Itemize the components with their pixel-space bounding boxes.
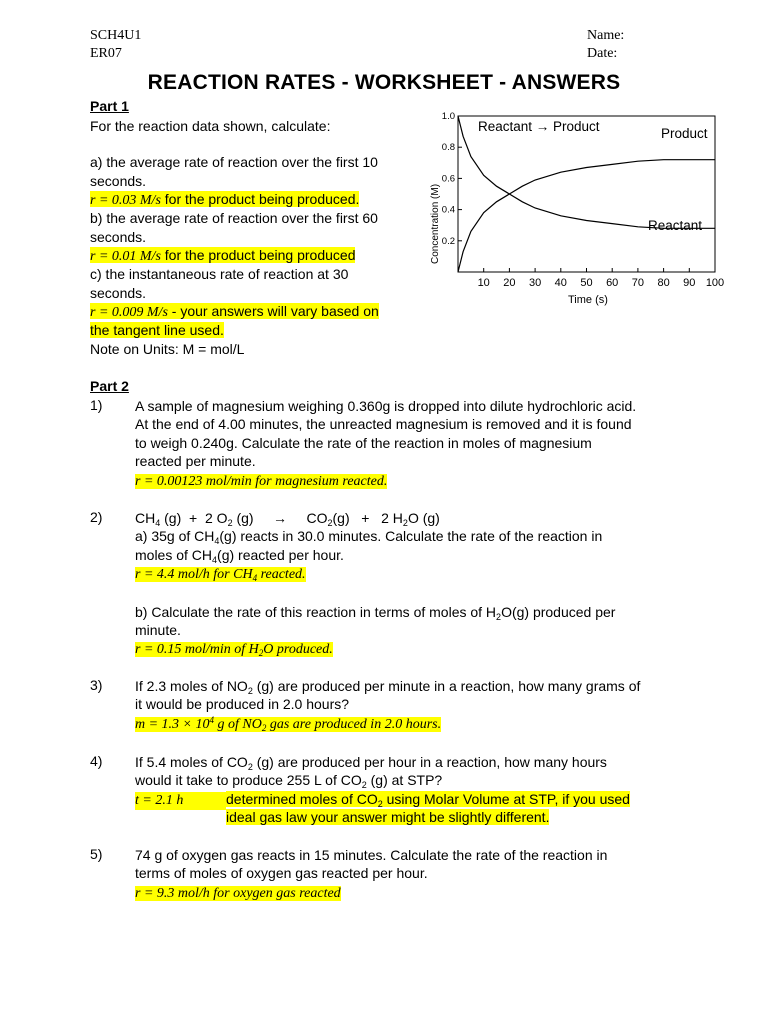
answer-c-value: r = 0.009 M/s [90, 305, 168, 320]
q2b-answer: r = 0.15 mol/min of $H_2O$ produced. [135, 642, 333, 659]
part1-heading: Part 1 [90, 98, 129, 114]
q5-text [135, 846, 695, 903]
answer-a-text: for the product being produced. [160, 191, 360, 207]
date-label: Date: [587, 46, 618, 61]
q5-line1: 74 g of oxygen gas reacts in 15 minutes. Calculate the rate of the reaction in [135, 847, 608, 863]
chart-title: Reactant → Product [478, 119, 600, 134]
answer-c-text: - your answers will vary based on [167, 303, 379, 319]
question-c-line2: seconds. [90, 285, 147, 301]
reaction-arrow: → [273, 510, 288, 526]
q5-number: 5) [90, 846, 103, 862]
part2-heading: Part 2 [90, 378, 129, 394]
answer-a [90, 190, 359, 211]
y-tick-label: 1.0 [441, 111, 455, 122]
q2-number: 2) [90, 509, 103, 525]
question-b-line1: b) the average rate of reaction over the first 60 [90, 210, 378, 226]
x-tick-label: 30 [528, 277, 542, 289]
q1-line: reacted per minute. [135, 453, 256, 470]
q2a-answer: r = 4.4 mol/h for $CH_4$ reacted. [135, 567, 306, 584]
q4-answer-row [135, 790, 226, 810]
q4-number: 4) [90, 753, 103, 769]
q3-number: 3) [90, 677, 103, 693]
question-b-line2: seconds. [90, 229, 147, 245]
q3-line2: it would be produced in 2.0 hours? [135, 696, 350, 713]
legend-product: Product [661, 126, 708, 141]
q5-line2: terms of moles of oxygen gas reacted per hour. [135, 865, 428, 882]
name-label: Name: [587, 28, 625, 43]
answer-c-line2 [90, 321, 224, 340]
q1-line: to weigh 0.240g. Calculate the rate of the reaction in moles of magnesium [135, 434, 592, 451]
q3-answer: $m = 1.3 \times 10^4$ g of $NO_2$ gas are produced in 2.0 hours. [135, 714, 442, 733]
q4-text [135, 753, 695, 790]
course-code: SCH4U1 [90, 28, 142, 43]
y-tick-label: 0.8 [441, 142, 455, 154]
page-title: REACTION RATES - WORKSHEET - ANSWERS [147, 71, 621, 94]
answer-c-line1 [90, 302, 379, 323]
q2-equation: $CH_4$ (g) + 2 $O_2$ (g) → $CO_2(g) + 2$ $H_2O$ (g) [135, 510, 440, 528]
x-tick-label: 50 [580, 277, 593, 289]
y-tick-label: 0.4 [441, 204, 455, 216]
y-tick-label: 0.6 [441, 173, 455, 185]
q4-line2: would it take to produce 255 L of $CO_2$ (g) at STP? [135, 772, 443, 791]
answer-b-value: r = 0.01 M/s [90, 249, 161, 264]
x-tick-label: 60 [606, 277, 619, 289]
answer-a-value: r = 0.03 M/s [90, 193, 161, 208]
q4-answer: t = 2.1 h [135, 792, 226, 810]
worksheet-code: ER07 [90, 46, 122, 61]
q3-line1: If 2.3 moles of $NO_2$ (g) are produced per minute in a reaction, how many grams of [135, 678, 641, 696]
q2a-line1: a) 35g of $CH_4(g)$ reacts in 30.0 minutes. Calculate the rate of the reaction in [135, 528, 603, 547]
x-tick-label: 20 [503, 277, 516, 289]
x-tick-label: 80 [657, 277, 670, 289]
q2b-line1: b) Calculate the rate of this reaction in terms of moles of $H_2O(g)$ produced per [135, 603, 616, 622]
y-tick-label: 0.2 [441, 235, 455, 247]
y-axis-label: Concentration (M) [430, 183, 441, 264]
question-c-line1: c) the instantaneous rate of reaction at 30 [90, 266, 349, 282]
answer-b [90, 246, 355, 267]
q4-explanation: determined moles of $CO_2$ using Molar Volume at STP, if you used ideal gas law your answer might be slightly different. [226, 791, 630, 826]
q3-text [135, 677, 695, 734]
q1-line: At the end of 4.00 minutes, the unreacted magnesium is removed and it is found [135, 416, 632, 433]
x-tick-label: 10 [477, 277, 490, 289]
part1-intro: For the reaction data shown, calculate: [90, 118, 331, 134]
x-tick-label: 40 [554, 277, 567, 289]
question-a-line2: seconds. [90, 173, 147, 189]
question-a-line1: a) the average rate of reaction over the first 10 [90, 154, 378, 170]
x-axis-label: Time (s) [568, 294, 608, 306]
q1-number: 1) [90, 397, 103, 413]
x-tick-label: 90 [683, 277, 696, 289]
q1-answer: r = 0.00123 mol/min for magnesium reacted. [135, 473, 388, 489]
q2a-line2: moles of $CH_4(g)$ reacted per hour. [135, 546, 344, 565]
q4-line1: If 5.4 moles of $CO_2$ (g) are produced per hour in a reaction, how many hours [135, 754, 607, 772]
q1-line: A sample of magnesium weighing 0.360g is dropped into dilute hydrochloric acid. [135, 398, 637, 414]
q5-answer: r = 9.3 mol/h for oxygen gas reacted [135, 885, 341, 901]
answer-c-text-2: the tangent line used. [90, 322, 224, 338]
concentration-time-chart [425, 104, 735, 309]
units-note: Note on Units: M = mol/L [90, 341, 245, 357]
series-line-product [458, 160, 715, 272]
answer-b-text: for the product being produced [160, 247, 356, 263]
q2b-line2: minute. [135, 622, 181, 639]
x-tick-label: 100 [705, 277, 725, 289]
q1-text [135, 397, 695, 491]
x-tick-label: 70 [631, 277, 645, 289]
legend-reactant: Reactant [648, 218, 703, 233]
q2-text [135, 509, 695, 660]
